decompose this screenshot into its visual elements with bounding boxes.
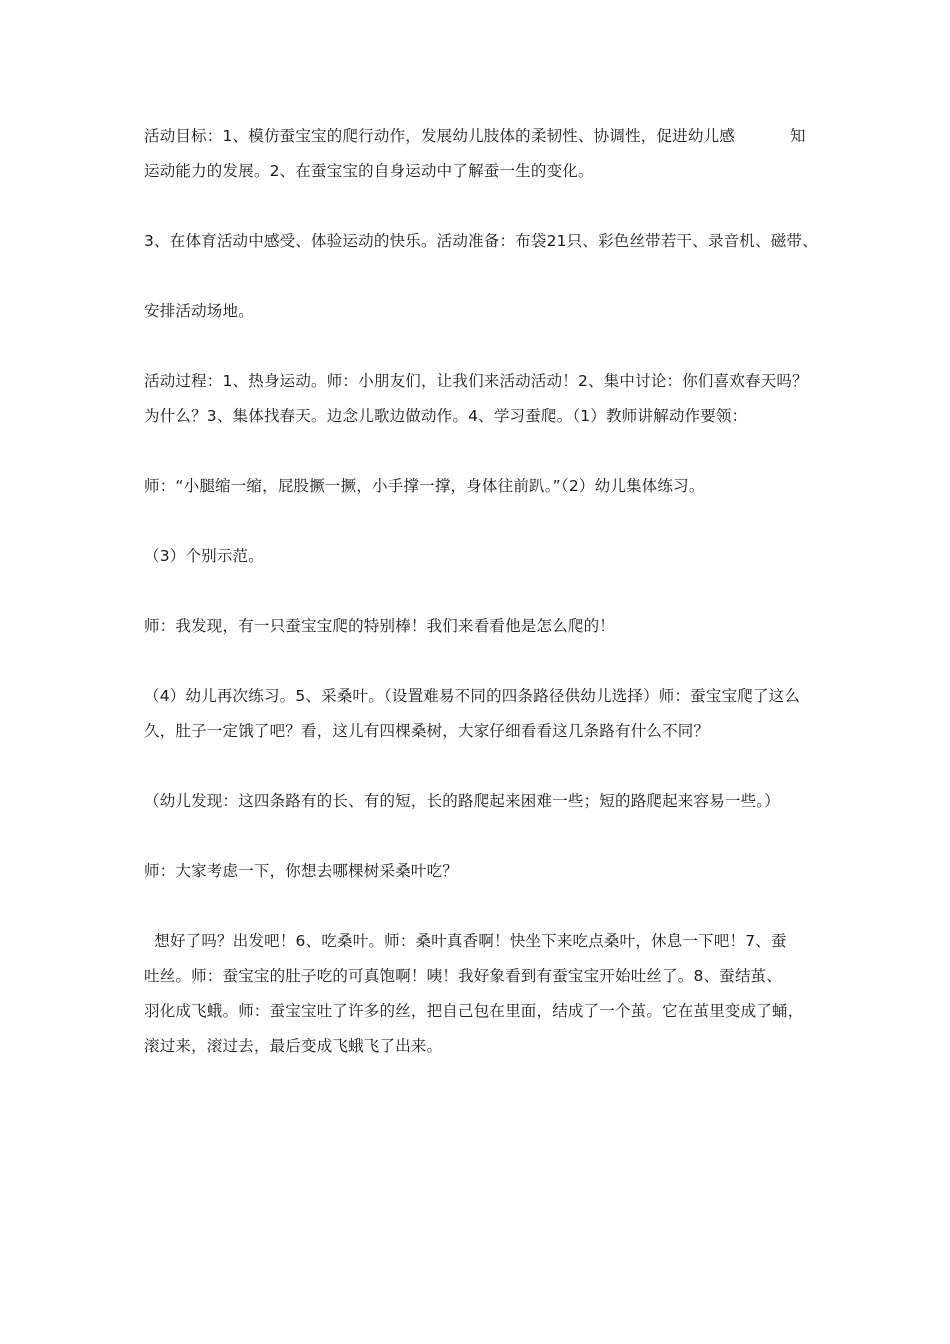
text-line: 滚过来，滚过去，最后变成飞蛾飞了出来。 <box>144 1037 443 1055</box>
text-line: 羽化成飞蛾。师：蚕宝宝吐了许多的丝，把自己包在里面，结成了一个茧。它在茧里变成了蛹， <box>144 1002 804 1020</box>
text-line: 运动能力的发展。2、在蚕宝宝的自身运动中了解蚕一生的变化。 <box>144 162 594 180</box>
text-line: 久，肚子一定饿了吧？看，这儿有四棵桑树，大家仔细看看这几条路有什么不同？ <box>144 722 710 740</box>
text-line: 师：“小腿缩一缩，屁股撅一撅，小手撑一撑，身体往前趴。”（2）幼儿集体练习。 <box>144 477 705 495</box>
text-line: 师：我发现，有一只蚕宝宝爬的特别棒！我们来看看他是怎么爬的！ <box>144 617 616 635</box>
text-line: （3）个别示范。 <box>144 547 264 565</box>
text-line: 3、在体育活动中感受、体验运动的快乐。活动准备：布袋21只、彩色丝带若干、录音机、磁带、 <box>144 232 818 250</box>
text-line: 为什么？3、集体找春天。边念儿歌边做动作。4、学习蚕爬。（1）教师讲解动作要领： <box>144 407 748 425</box>
text-line: 活动目标：1、模仿蚕宝宝的爬行动作，发展幼儿肢体的柔韧性、协调性，促进幼儿感 <box>144 127 735 145</box>
text-line: （幼儿发现：这四条路有的长、有的短，长的路爬起来困难一些；短的路爬起来容易一些。） <box>144 792 780 810</box>
text-line: 吐丝。师：蚕宝宝的肚子吃的可真饱啊！咦！我好象看到有蚕宝宝开始吐丝了。8、蚕结茧、 <box>144 967 783 985</box>
text-line: 活动过程：1、热身运动。师：小朋友们，让我们来活动活动！2、集中讨论：你们喜欢春天吗？ <box>144 372 808 390</box>
text-line: 安排活动场地。 <box>144 302 254 320</box>
text-line: （4）幼儿再次练习。5、采桑叶。（设置难易不同的四条路径供幼儿选择）师：蚕宝宝爬了这么 <box>144 687 801 705</box>
text-line: 想好了吗？出发吧！6、吃桑叶。师：桑叶真香啊！快坐下来吃点桑叶，休息一下吧！7、蚕 <box>144 932 787 950</box>
text-line: 师：大家考虑一下，你想去哪棵树采桑叶吃？ <box>144 862 459 880</box>
text-line: 知 <box>790 127 806 145</box>
